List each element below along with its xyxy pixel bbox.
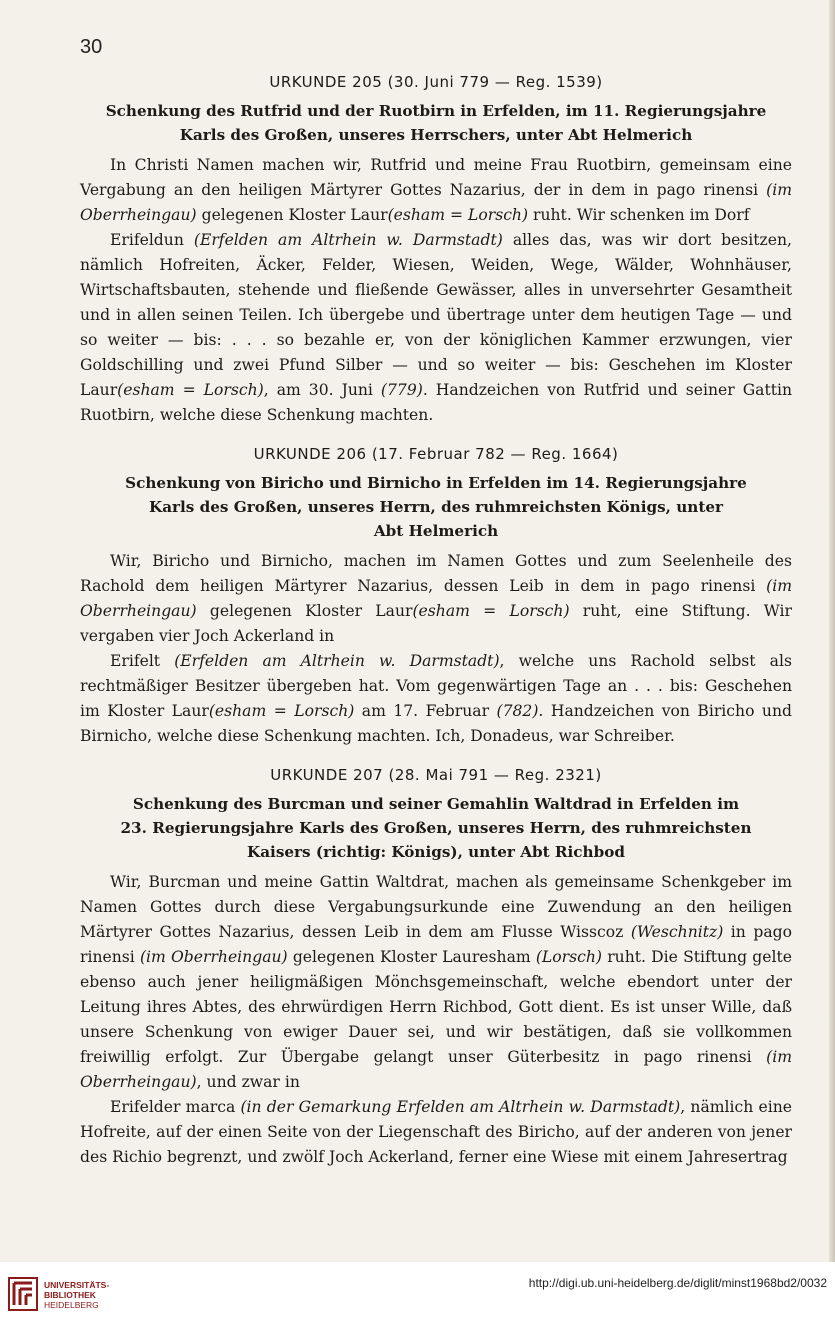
- text-run: Wir, Burcman und meine Gattin Waltdrat, machen als gemeinsame Schenkgeber im Namen Gottes durch diese Vergabungsurkunde eine Zuwendung an den heiligen Märtyrer Gottes Nazarius, dessen Leib in dem am Flusse Wisscoz: [80, 873, 792, 941]
- italic-annotation: (im Oberrheingau): [80, 1048, 792, 1091]
- title-line: Karls des Großen, unseres Herrschers, unter Abt Helmerich: [179, 126, 693, 144]
- title-line: Schenkung des Burcman und seiner Gemahlin Waltdrad in Erfelden im: [132, 795, 740, 813]
- text-run: , am 30. Juni: [263, 381, 381, 399]
- page-number: 30: [80, 36, 103, 58]
- title-line: Abt Helmerich: [373, 522, 499, 540]
- text-run: Erifelt: [110, 652, 175, 670]
- italic-annotation: (in der Gemarkung Erfelden am Altrhein w. Darmstadt): [240, 1098, 681, 1116]
- title-line: 23. Regierungsjahre Karls des Großen, unseres Herrn, des ruhmreichsten: [120, 819, 752, 837]
- text-run: gelegenen Kloster Laur: [196, 602, 413, 620]
- italic-annotation: (Lorsch): [535, 948, 602, 966]
- urkunde-206: [80, 442, 792, 749]
- paragraph: [80, 649, 792, 749]
- logo-line: HEIDELBERG: [44, 1300, 99, 1310]
- italic-annotation: (esham = Lorsch): [387, 206, 529, 224]
- source-url-link[interactable]: http://digi.ub.uni-heidelberg.de/diglit/minst1968bd2/0032: [528, 1276, 827, 1290]
- title-line: Schenkung des Rutfrid und der Ruotbirn in Erfelden, im 11. Regierungsjahre: [105, 102, 767, 120]
- text-run: ruht. Die Stiftung gelte ebenso auch jener heiligmäßigen Mönchsgemeinschaft, welche ebendort unter der Leitung ihres Abtes, des ehrwürdigen Herrn Richbod, Gott dient. Es ist unser Wille, daß unsere Schenkung von ewiger Dauer sei, und wir bestätigen, daß sie vollkommen freiwillig erfolgt. Zur Übergabe gelangt unser Güterbesitz in pago rinensi: [80, 948, 793, 1066]
- italic-annotation: (782): [496, 702, 539, 720]
- urkunde-caption: URKUNDE 206 (17. Februar 782 — Reg. 1664): [253, 445, 619, 463]
- library-logo-text[interactable]: [44, 1280, 109, 1310]
- italic-annotation: (779): [380, 381, 423, 399]
- italic-annotation: (esham = Lorsch): [208, 702, 355, 720]
- text-run: , und zwar in: [196, 1073, 300, 1091]
- text-run: gelegenen Kloster Lauresham: [287, 948, 536, 966]
- urkunde-caption: URKUNDE 207 (28. Mai 791 — Reg. 2321): [270, 766, 602, 784]
- text-run: In Christi Namen machen wir, Rutfrid und meine Frau Ruotbirn, gemeinsam eine Vergabung an den heiligen Märtyrer Gottes Nazarius, der in dem in pago rinensi: [80, 156, 792, 199]
- text-run: . Handzeichen von Biricho und Birnicho, welche diese Schenkung machten. Ich, Donadeus, war Schreiber.: [80, 702, 792, 745]
- paragraph: [80, 1095, 792, 1170]
- title-line: Kaisers (richtig: Königs), unter Abt Richbod: [247, 843, 625, 861]
- italic-annotation: (im Oberrheingau): [80, 577, 792, 620]
- title-line: Karls des Großen, unseres Herrn, des ruhmreichsten Königs, unter: [149, 498, 723, 516]
- italic-annotation: (esham = Lorsch): [412, 602, 570, 620]
- viewer-footer: [0, 1262, 835, 1325]
- urkunde-title: [100, 792, 772, 864]
- italic-annotation: (Erfelden am Altrhein w. Darmstadt): [174, 652, 500, 670]
- italic-annotation: (Weschnitz): [630, 923, 724, 941]
- italic-annotation: (Erfelden am Altrhein w. Darmstadt): [193, 231, 503, 249]
- page-edge: [829, 0, 835, 1262]
- text-run: Erifeldun: [110, 231, 194, 249]
- text-run: , nämlich eine Hofreite, auf der einen Seite von der Liegenschaft des Biricho, auf der anderen von jener des Richio begrenzt, und zwölf Joch Ackerland, ferner eine Wiese mit einem Jahresertrag: [80, 1098, 792, 1166]
- text-run: in pago rinensi: [80, 923, 792, 966]
- text-run: Erifelder marca: [110, 1098, 241, 1116]
- title-line: Schenkung von Biricho und Birnicho in Erfelden im 14. Regierungsjahre: [125, 474, 747, 492]
- text-run: alles das, was wir dort besitzen, nämlich Hofreiten, Äcker, Felder, Wiesen, Weiden, Wege, Wälder, Wohnhäuser, Wirtschaftsbauten, stehende und fließende Gewässer, alles in unversehrter Gesamtheit und in allen seinen Teilen. Ich übergebe und übertrage unter dem heutigen Tage — und so weiter — bis: . . . so bezahle er, von der königlichen Kammer erzwungen, vier Goldschilling und zwei Pfund Silber — und so weiter — bis: Geschehen im Kloster Laur: [80, 231, 792, 399]
- text-run: gelegenen Kloster Laur: [196, 206, 388, 224]
- urkunde-title: [100, 471, 772, 543]
- text-run: ruht. Wir schenken im Dorf: [528, 206, 750, 224]
- italic-annotation: (esham = Lorsch): [117, 381, 264, 399]
- paragraph: [80, 549, 792, 649]
- italic-annotation: (im Oberrheingau): [139, 948, 288, 966]
- paragraph: [80, 153, 792, 228]
- urkunde-207: [80, 763, 792, 1170]
- urkunde-title: [100, 99, 772, 147]
- italic-annotation: (im Oberrheingau): [80, 181, 792, 224]
- logo-line: BIBLIOTHEK: [44, 1290, 96, 1300]
- urkunde-205: [80, 70, 792, 428]
- urkunde-caption: URKUNDE 205 (30. Juni 779 — Reg. 1539): [269, 73, 603, 91]
- text-run: ruht, eine Stiftung. Wir vergaben vier Joch Ackerland in: [80, 602, 792, 645]
- document-body: [80, 70, 792, 1170]
- paragraph: [80, 870, 792, 1095]
- paragraph: [80, 228, 792, 428]
- text-run: , welche uns Rachold selbst als rechtmäßiger Besitzer übergeben hat. Vom gegenwärtigen Tage an . . . bis: Geschehen im Kloster Laur: [80, 652, 792, 720]
- text-run: . Handzeichen von Rutfrid und seiner Gattin Ruotbirn, welche diese Schenkung machten.: [80, 381, 793, 424]
- library-logo-icon[interactable]: [8, 1277, 38, 1311]
- text-run: am 17. Februar: [354, 702, 497, 720]
- text-run: Wir, Biricho und Birnicho, machen im Namen Gottes und zum Seelenheile des Rachold dem heiligen Märtyrer Nazarius, dessen Leib in dem in pago rinensi: [80, 552, 792, 595]
- logo-line: UNIVERSITÄTS-: [44, 1280, 110, 1290]
